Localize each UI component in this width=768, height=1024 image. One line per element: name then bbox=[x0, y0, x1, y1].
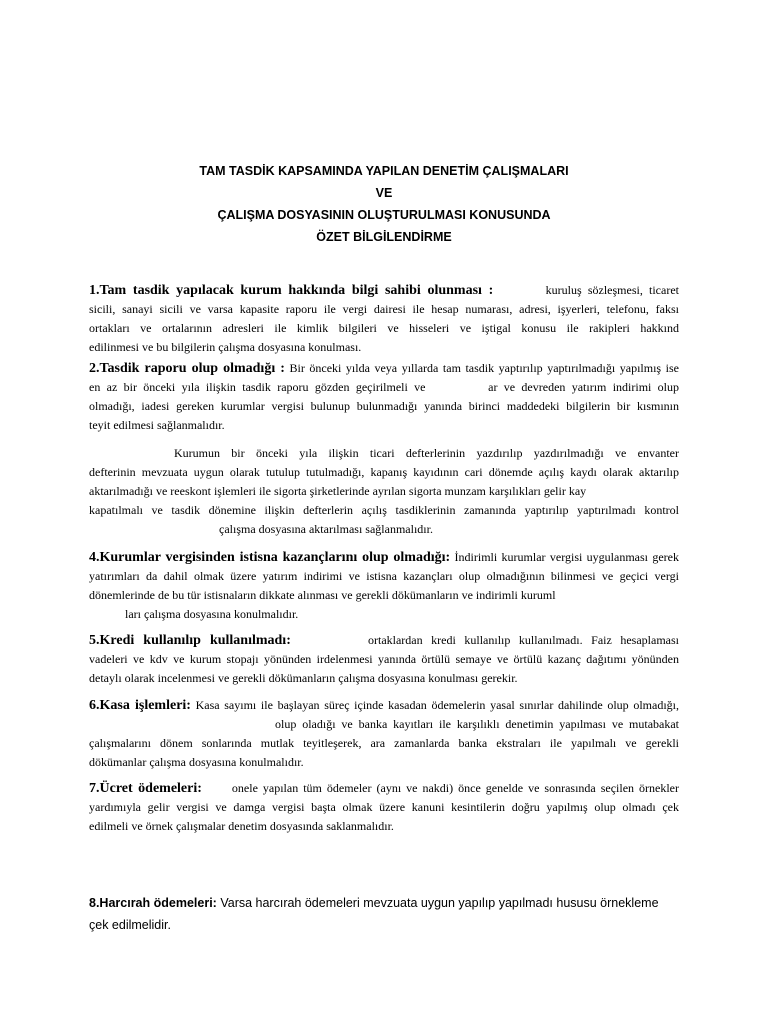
section-1-line-1: kuruluş sözleşmesi, ticaret bbox=[545, 283, 679, 297]
section-7-heading: 7.Ücret ödemeleri: bbox=[89, 781, 202, 796]
section-7-line-3: edilmeli ve örnek çalışmalar denetim dosyasında saklanmalıdır. bbox=[89, 819, 394, 833]
section-5-line-1: ortaklardan kredi kullanılıp kullanılmadı. Faiz hesaplaması bbox=[367, 633, 679, 647]
section-3-line-4: kapatılmalı ve tasdik dönemine ilişkin defterlerin açılış tasdiklerinin zamanında yaptırılıp yaptırılmadı kontrol bbox=[89, 503, 679, 517]
section-5 bbox=[89, 631, 679, 688]
section-8-heading: 8.Harcırah ödemeleri: bbox=[89, 896, 217, 910]
section-2-line-2b: ar ve devreden yatırım indirimi olup bbox=[488, 380, 679, 394]
section-5-heading: 5.Kredi kullanılıp kullanılmadı: bbox=[89, 633, 291, 648]
section-1-line-2: sicili, sanayi sicili ve varsa kapasite raporu ile vergi dairesi ile hesap numarası, adresi, işyerleri, telefonu, faksı bbox=[89, 302, 679, 316]
section-6-line-2: olup oladığı ve banka kayıtları ile karşılıklı denetimin yapılması ve mutabakat bbox=[275, 717, 679, 731]
section-2-line-2a: en az bir önceki yıla ilişkin tasdik raporu gözden geçirilmeli ve bbox=[89, 380, 426, 394]
section-6-line-1: Kasa sayımı ile başlayan süreç içinde kasadan ödemelerin yasal sınırlar dahilinde olup olmadığı, bbox=[195, 698, 679, 712]
section-8 bbox=[89, 892, 689, 936]
section-8-line-1: Varsa harcırah ödemeleri mevzuata uygun yapılıp yapılmadı hususu örnekleme bbox=[220, 896, 659, 910]
section-4-line-4: ları çalışma dosyasına konulmalıdır. bbox=[125, 607, 299, 621]
section-4-line-2: yatırımları da dahil olmak üzere yatırım indirimi ve istisna kazançları olup olmadığının bilinmesi ve geçici vergi bbox=[89, 569, 679, 583]
section-1-heading: 1.Tam tasdik yapılacak kurum hakkında bilgi sahibi olunması : bbox=[89, 283, 494, 298]
section-4-line-1: İndirimli kurumlar vergisi uygulanması gerek bbox=[454, 550, 679, 564]
section-1-line-4: edilinmesi ve bu bilgilerin çalışma dosyasına konulması. bbox=[89, 340, 362, 354]
section-7-line-1: onele yapılan tüm ödemeler (aynı ve nakdi) önce genelde ve sonrasında seçilen örnekler bbox=[231, 781, 679, 795]
section-4 bbox=[89, 548, 679, 624]
section-3 bbox=[89, 444, 679, 539]
section-5-line-2: vadeleri ve kdv ve kurum stopajı yönünden irdelenmesi yanında örtülü semaye ve örtülü kazanç dağıtımı yönünden bbox=[89, 652, 679, 666]
section-7-line-2: yardımıyla gelir vergisi ve damga vergisi başta olmak üzere kanuni kesintilerin doğru yapılmış olup olmadı çek bbox=[89, 800, 679, 814]
section-3-line-3: aktarılmadığı ve reeskont işlemleri ile sigorta şirketlerinde ayrılan sigorta munzam karşılıkları gelir kay bbox=[89, 484, 587, 498]
section-3-line-2: defterinin mevzuata uygun olarak tutulup tutulmadığı, kapanış kayıdının cari dönemde açılış kaydı olarak aktarılıp bbox=[89, 465, 679, 479]
title-line-1: TAM TASDİK KAPSAMINDA YAPILAN DENETİM ÇALIŞMALARI bbox=[199, 164, 569, 178]
section-2-line-3: olmadığı, iadesi gereken kurumlar vergisi bulunup bulunmadığı yanında birinci maddedeki bilgilerin bir kısmının bbox=[89, 399, 679, 413]
section-1 bbox=[89, 281, 679, 357]
section-6-line-3: çalışmalarını dönem sonlarında mutlak teyitleşerek, ara zamanlarda banka ekstraları ile yapılmalı ve gerekli bbox=[89, 736, 679, 750]
section-2-line-4: teyit edilmesi sağlanmalıdır. bbox=[89, 418, 225, 432]
section-6-line-4: dökümanlar çalışma dosyasına konulmalıdır. bbox=[89, 755, 304, 769]
section-3-line-1: Kurumun bir önceki yıla ilişkin ticari defterlerinin yazdırılıp yazdırılmadığı ve envanter bbox=[174, 446, 679, 460]
section-1-line-3: ortakları ve ortalarının adresleri ile kimlik bilgileri ve hisseleri ve iştigal konusu ile rakipleri hakkınd bbox=[89, 321, 679, 335]
section-3-line-5: çalışma dosyasına aktarılması sağlanmalıdır. bbox=[219, 522, 433, 536]
section-7 bbox=[89, 779, 679, 836]
section-2 bbox=[89, 359, 679, 435]
title-line-2: VE bbox=[375, 186, 393, 200]
section-2-line-1: Bir önceki yılda veya yıllarda tam tasdik yaptırılıp yaptırılmadığı yapılmış ise bbox=[289, 361, 679, 375]
document-title bbox=[0, 160, 768, 248]
section-8-line-2: çek edilmelidir. bbox=[89, 918, 171, 932]
section-6 bbox=[89, 696, 679, 772]
section-4-line-3: dönemlerinde de bu tür istisnaların dikkate alınması ve gerekli dökümanların ve indirimli kuruml bbox=[89, 588, 556, 602]
title-line-4: ÖZET BİLGİLENDİRME bbox=[316, 230, 452, 244]
title-line-3: ÇALIŞMA DOSYASININ OLUŞTURULMASI KONUSUNDA bbox=[217, 208, 551, 222]
section-6-heading: 6.Kasa işlemleri: bbox=[89, 698, 191, 713]
section-2-heading: 2.Tasdik raporu olup olmadığı : bbox=[89, 361, 285, 376]
section-5-line-3: detaylı olarak incelenmesi ve gerekli dökümanların çalışma dosyasına konulması gerekir. bbox=[89, 671, 518, 685]
section-4-heading: 4.Kurumlar vergisinden istisna kazançlarını olup olmadığı: bbox=[89, 550, 451, 565]
